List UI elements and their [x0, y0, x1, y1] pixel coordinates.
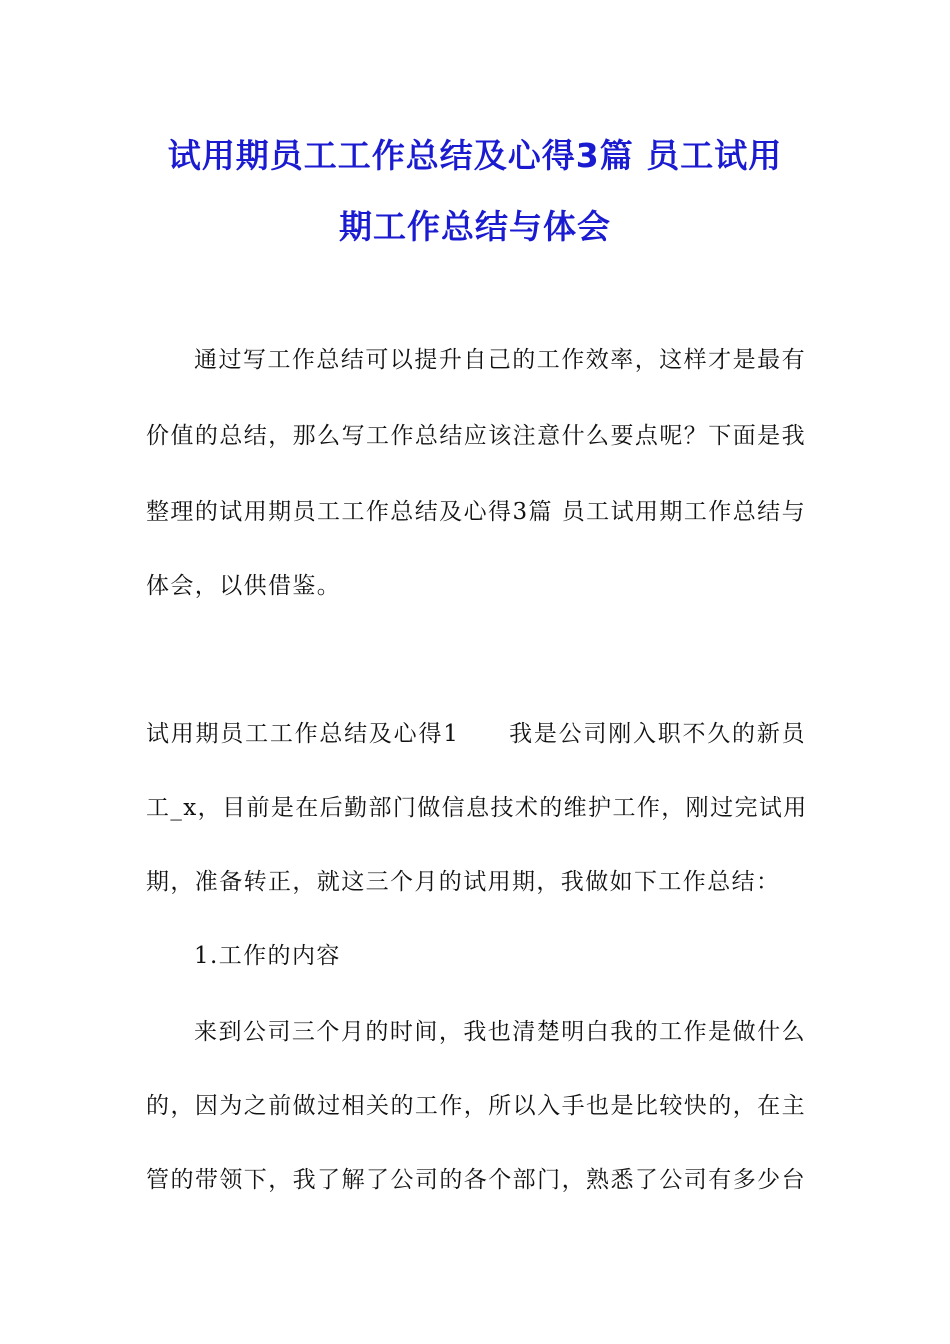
section1-para-line-3: 管的带领下，我了解了公司的各个部门，熟悉了公司有多少台: [146, 1167, 806, 1193]
intro-line-4: 体会，以供借鉴。: [146, 573, 342, 599]
section1-heading-line: 试用期员工工作总结及心得1 我是公司刚入职不久的新员: [146, 721, 806, 747]
document-title-line-2: 期工作总结与体会: [339, 207, 611, 246]
intro-line-2: 价值的总结，那么写工作总结应该注意什么要点呢？下面是我: [146, 423, 806, 449]
intro-line-1: 通过写工作总结可以提升自己的工作效率，这样才是最有: [194, 347, 806, 373]
section1-subheading: 1.工作的内容: [194, 943, 341, 969]
document-title-line-1: 试用期员工工作总结及心得3篇 员工试用: [167, 136, 783, 175]
section1-para-line-2: 的，因为之前做过相关的工作，所以入手也是比较快的，在主: [146, 1093, 806, 1119]
intro-line-3: 整理的试用期员工工作总结及心得3篇 员工试用期工作总结与: [146, 499, 806, 525]
section1-line-2: 期，准备转正，就这三个月的试用期，我做如下工作总结：: [146, 869, 781, 895]
section1-para-line-1: 来到公司三个月的时间，我也清楚明白我的工作是做什么: [194, 1019, 806, 1045]
section1-line-1: 工_x，目前是在后勤部门做信息技术的维护工作，刚过完试用: [146, 795, 808, 821]
